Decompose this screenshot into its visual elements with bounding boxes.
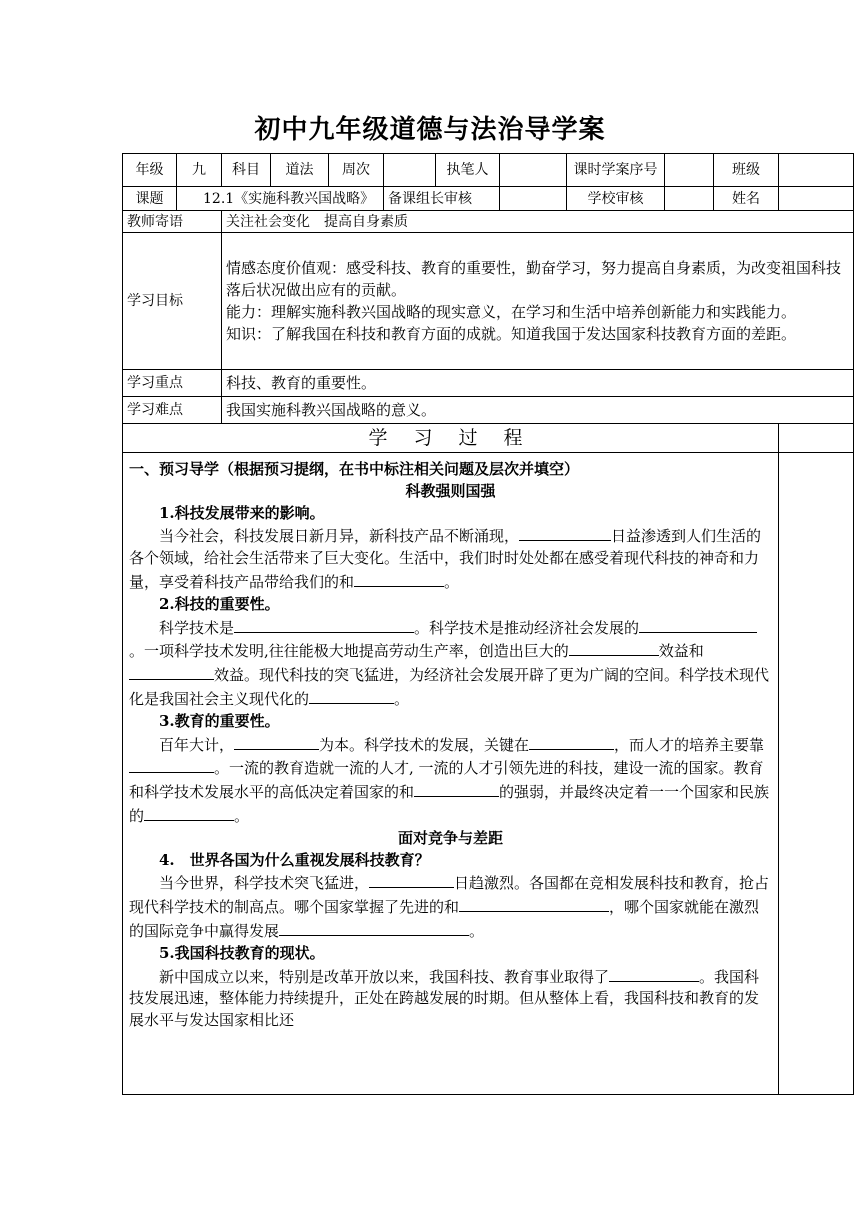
- blank[interactable]: [519, 524, 611, 541]
- item-2-heading: 2.科技的重要性。: [159, 594, 280, 613]
- goal-attitude: 情感态度价值观：感受科技、教育的重要性，勤奋学习，努力提高自身素质，为改变祖国科技落后状况做出应有的贡献。: [226, 259, 842, 299]
- serial-value: [665, 154, 714, 187]
- item-4-text: 当今世界，科学技术突飞猛进， 日趋激烈。各国都在竞相发展科技和教育，抢占现代科学技术的制高点。哪个国家掌握了先进的和 ，哪个国家就能在激烈的国际竞争中赢得发展 。: [129, 871, 772, 942]
- grade-label: 年级: [123, 154, 177, 187]
- blank[interactable]: [609, 965, 699, 982]
- key-point: 科技、教育的重要性。: [222, 370, 854, 397]
- blank[interactable]: [234, 616, 414, 633]
- blank[interactable]: [354, 570, 444, 587]
- blank[interactable]: [569, 639, 659, 656]
- item-5-heading: 5.我国科技教育的现状。: [159, 943, 325, 962]
- week-value: [384, 154, 436, 187]
- item-1-heading: 1.科技发展带来的影响。: [159, 503, 325, 522]
- blank[interactable]: [414, 780, 499, 797]
- goal-knowledge: 知识：了解我国在科技和教育方面的成就。知道我国于发达国家科技教育方面的差距。: [226, 325, 797, 343]
- class-value: [779, 154, 854, 187]
- subject-value: 道法: [271, 154, 329, 187]
- grade-value: 九: [177, 154, 222, 187]
- blank[interactable]: [144, 804, 234, 821]
- teacher-message: 关注社会变化 提高自身素质: [222, 211, 854, 233]
- teacher-message-label: 教师寄语: [123, 211, 222, 233]
- subheading-2: 面对竞争与差距: [397, 828, 503, 847]
- blank[interactable]: [529, 733, 614, 750]
- item-3-text: 百年大计， 为本。科学技术的发展，关键在 ，而人才的培养主要靠。一流的教育造就一流的人才, 一流的人才引领先进的科技，建设一流的国家。教育和科学技术发展水平的高低决定着国家的和 的强弱，并最终决定着一一个国家和民族的 。: [129, 733, 772, 828]
- section-heading: 一、预习导学（根据预习提纲，在书中标注相关问题及层次并填空）: [129, 460, 580, 478]
- subject-label: 科目: [222, 154, 271, 187]
- class-label: 班级: [714, 154, 779, 187]
- blank[interactable]: [129, 756, 214, 773]
- content-side-cell: [779, 453, 854, 1095]
- school-review-label: 学校审核: [567, 187, 665, 211]
- item-2-text: 科学技术是 。科学技术是推动经济社会发展的。一项科学技术发明,往往能极大地提高劳动生产率，创造出巨大的 效益和效益。现代科技的突飞猛进，为经济社会发展开辟了更为广阔的空间。科学技术现代化是我国社会主义现代化的 。: [129, 616, 772, 711]
- goal-ability: 能力：理解实施科教兴国战略的现实意义，在学习和生活中培养创新能力和实践能力。: [226, 303, 797, 321]
- topic-label: 课题: [123, 187, 177, 211]
- leader-review-label: 备课组长审核: [384, 187, 500, 211]
- school-review-value: [665, 187, 714, 211]
- serial-label: 课时学案序号: [567, 154, 665, 187]
- item-3-heading: 3.教育的重要性。: [159, 711, 280, 730]
- process-side-cell: [779, 424, 854, 453]
- page-title: 初中九年级道德与法治导学案: [254, 115, 606, 145]
- blank[interactable]: [279, 919, 469, 936]
- blank[interactable]: [309, 687, 394, 704]
- topic-value: 12.1《实施科教兴国战略》: [177, 187, 384, 211]
- name-label: 姓名: [714, 187, 779, 211]
- blank[interactable]: [639, 616, 757, 633]
- key-point-label: 学习重点: [123, 370, 222, 397]
- author-label: 执笔人: [436, 154, 500, 187]
- difficulty: 我国实施科教兴国战略的意义。: [222, 397, 854, 424]
- goals-content: [222, 233, 854, 370]
- process-content: [123, 453, 779, 1095]
- difficulty-label: 学习难点: [123, 397, 222, 424]
- blank[interactable]: [459, 895, 609, 912]
- blank[interactable]: [129, 663, 214, 680]
- subheading-1: 科教强则国强: [405, 481, 496, 500]
- item-1-text: 当今社会，科技发展日新月异，新科技产品不断涌现， 日益渗透到人们生活的各个领域，给社会生活带来了巨大变化。生活中，我们时时处处都在感受着现代科技的神奇和力量，享受着科技产品带给我们的和 。: [129, 524, 772, 593]
- process-title: 学 习 过 程: [123, 424, 779, 453]
- name-value: [779, 187, 854, 211]
- leader-review-value: [500, 187, 567, 211]
- item-5-text: 新中国成立以来，特别是改革开放以来，我国科技、教育事业取得了 。我国科技发展迅速，整体能力持续提升，正处在跨越发展的时期。但从整体上看，我国科技和教育的发展水平与发达国家相比还: [129, 965, 772, 1032]
- blank[interactable]: [234, 733, 319, 750]
- goals-label: 学习目标: [123, 233, 222, 370]
- blank[interactable]: [369, 871, 454, 888]
- item-4-heading: 4. 世界各国为什么重视发展科技教育？: [159, 850, 430, 869]
- lesson-plan-table: [122, 153, 854, 1095]
- author-value: [500, 154, 567, 187]
- week-label: 周次: [329, 154, 384, 187]
